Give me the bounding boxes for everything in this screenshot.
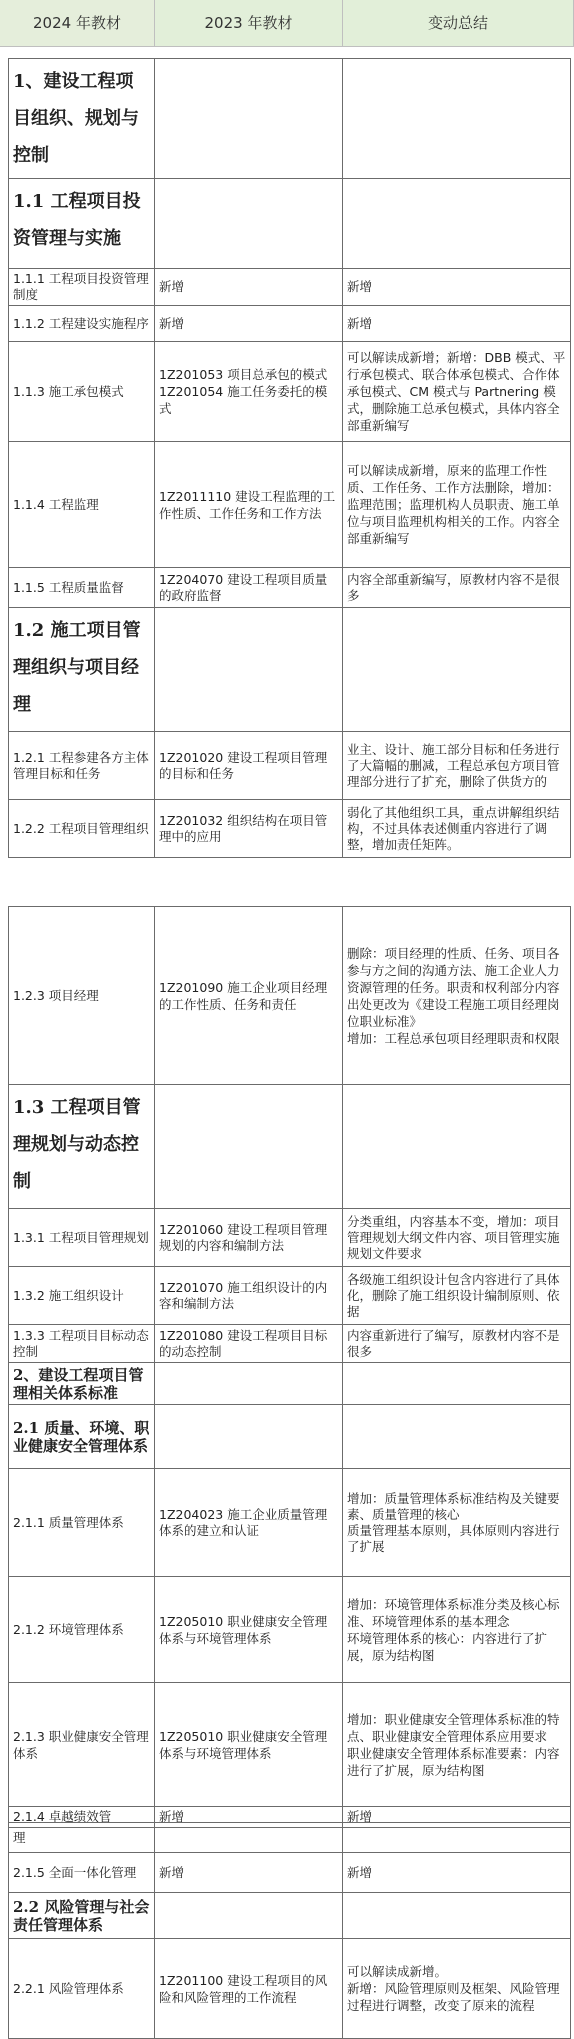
table-row xyxy=(9,1267,571,1325)
cell-summary xyxy=(343,59,571,179)
cell-summary: 分类重组，内容基本不变，增加：项目管理规划大纲文件内容、项目管理实施规划文件要求 xyxy=(343,1209,571,1267)
cell-2024: 2.1.2 环境管理体系 xyxy=(9,1577,155,1683)
cell-2023: 1Z201080 建设工程项目目标的动态控制 xyxy=(155,1325,343,1363)
header-col-2024: 2024 年教材 xyxy=(0,0,155,46)
cell-2024: 1.2.3 项目经理 xyxy=(9,907,155,1085)
cell-2024: 2.1.5 全面一体化管理 xyxy=(9,1853,155,1893)
cell-2023: 1Z201100 建设工程项目的风险和风险管理的工作流程 xyxy=(155,1939,343,2039)
cell-2024: 1.1.4 工程监理 xyxy=(9,442,155,568)
table-row xyxy=(9,1209,571,1267)
cell-summary: 增加：环境管理体系标准分类及核心标准、环境管理体系的基本理念 环境管理体系的核心：内容进行了扩展，原为结构图 xyxy=(343,1577,571,1683)
table-row xyxy=(9,1939,571,2039)
cell-2023 xyxy=(155,608,343,732)
cell-summary xyxy=(343,1823,571,1853)
cell-2023: 1Z205010 职业健康安全管理体系与环境管理体系 xyxy=(155,1683,343,1807)
table-row xyxy=(9,1405,571,1469)
cell-summary: 新增 xyxy=(343,269,571,306)
table-row xyxy=(9,1469,571,1577)
cell-2024: 2、建设工程项目管理相关体系标准 xyxy=(9,1363,155,1405)
cell-2024: 2.2 风险管理与社会责任管理体系 xyxy=(9,1893,155,1939)
table-row xyxy=(9,442,571,568)
cell-2024: 1.3.2 施工组织设计 xyxy=(9,1267,155,1325)
cell-2023 xyxy=(155,1363,343,1405)
cell-2024: 1.3.3 工程项目目标动态控制 xyxy=(9,1325,155,1363)
cell-2024: 1.1.2 工程建设实施程序 xyxy=(9,306,155,342)
cell-2024: 1.1.5 工程质量监督 xyxy=(9,568,155,608)
cell-summary xyxy=(343,1085,571,1209)
cell-summary: 各级施工组织设计包含内容进行了具体化，删除了施工组织设计编制原则、依据 xyxy=(343,1267,571,1325)
cell-2024: 1.3 工程项目管理规划与动态控制 xyxy=(9,1085,155,1209)
table-row xyxy=(9,342,571,442)
cell-2023 xyxy=(155,59,343,179)
cell-2023: 1Z201020 建设工程项目管理的目标和任务 xyxy=(155,732,343,800)
cell-2023: 1Z205010 职业健康安全管理体系与环境管理体系 xyxy=(155,1577,343,1683)
table-row xyxy=(9,1893,571,1939)
table-row xyxy=(9,1823,571,1853)
cell-2023: 1Z204023 施工企业质量管理体系的建立和认证 xyxy=(155,1469,343,1577)
table-header xyxy=(0,0,574,47)
cell-2024: 1.2.2 工程项目管理组织 xyxy=(9,800,155,858)
cell-2024: 1.2.1 工程参建各方主体管理目标和任务 xyxy=(9,732,155,800)
cell-2024: 2.1 质量、环境、职业健康安全管理体系 xyxy=(9,1405,155,1469)
cell-2023: 1Z201060 建设工程项目管理规划的内容和编制方法 xyxy=(155,1209,343,1267)
header-col-summary: 变动总结 xyxy=(343,0,574,46)
cell-2024: 2.1.4 卓越绩效管 xyxy=(9,1807,155,1828)
cell-summary: 可以解读成新增，原来的监理工作性质、工作任务、工作方法删除，增加：监理范围；监理机构人员职责、施工单位与项目监理机构相关的工作。内容全部重新编写 xyxy=(343,442,571,568)
cell-summary xyxy=(343,1363,571,1405)
cell-summary: 内容重新进行了编写，原教材内容不是很多 xyxy=(343,1325,571,1363)
cell-2023: 新增 xyxy=(155,269,343,306)
cell-2024: 1.2 施工项目管理组织与项目经理 xyxy=(9,608,155,732)
cell-2023 xyxy=(155,1823,343,1853)
cell-2024: 2.1.3 职业健康安全管理体系 xyxy=(9,1683,155,1807)
cell-summary: 弱化了其他组织工具，重点讲解组织结构，不过具体表述侧重内容进行了调整，增加责任矩阵。 xyxy=(343,800,571,858)
cell-2023: 1Z201090 施工企业项目经理的工作性质、任务和责任 xyxy=(155,907,343,1085)
cell-2024: 理 xyxy=(9,1823,155,1853)
table-row xyxy=(9,1577,571,1683)
cell-2024: 1.3.1 工程项目管理规划 xyxy=(9,1209,155,1267)
cell-2024: 1.1.3 施工承包模式 xyxy=(9,342,155,442)
table-row xyxy=(9,907,571,1085)
cell-summary: 内容全部重新编写，原教材内容不是很多 xyxy=(343,568,571,608)
table-section-1 xyxy=(8,58,570,858)
table-row xyxy=(9,800,571,858)
cell-summary: 新增 xyxy=(343,1853,571,1893)
table-row xyxy=(9,1363,571,1405)
cell-2024: 2.1.1 质量管理体系 xyxy=(9,1469,155,1577)
cell-2024: 1.1.1 工程项目投资管理制度 xyxy=(9,269,155,306)
table-section-2 xyxy=(8,906,570,1828)
cell-2024: 2.2.1 风险管理体系 xyxy=(9,1939,155,2039)
cell-summary xyxy=(343,608,571,732)
cell-summary xyxy=(343,1405,571,1469)
cell-2023: 1Z201053 项目总承包的模式 1Z201054 施工任务委托的模式 xyxy=(155,342,343,442)
table-row xyxy=(9,1325,571,1363)
cell-2023 xyxy=(155,179,343,269)
table-row xyxy=(9,1683,571,1807)
cell-2023 xyxy=(155,1893,343,1939)
cell-2024: 1、建设工程项目组织、规划与控制 xyxy=(9,59,155,179)
cell-summary: 增加：职业健康安全管理体系标准的特点、职业健康安全管理体系应用要求 职业健康安全管理体系标准要素：内容进行了扩展，原为结构图 xyxy=(343,1683,571,1807)
cell-2023: 1Z201070 施工组织设计的内容和编制方法 xyxy=(155,1267,343,1325)
cell-2023: 1Z201032 组织结构在项目管理中的应用 xyxy=(155,800,343,858)
cell-2023: 1Z204070 建设工程项目质量的政府监督 xyxy=(155,568,343,608)
table-row xyxy=(9,59,571,179)
table-row xyxy=(9,732,571,800)
cell-2024: 1.1 工程项目投资管理与实施 xyxy=(9,179,155,269)
cell-2023: 新增 xyxy=(155,306,343,342)
cell-2023: 1Z2011110 建设工程监理的工作性质、工作任务和工作方法 xyxy=(155,442,343,568)
cell-summary: 新增 xyxy=(343,1807,571,1828)
table-row xyxy=(9,306,571,342)
table-row xyxy=(9,1853,571,1893)
cell-summary: 可以解读成新增。 新增：风险管理原则及框架、风险管理过程进行调整，改变了原来的流程 xyxy=(343,1939,571,2039)
table-row xyxy=(9,1085,571,1209)
header-col-2023: 2023 年教材 xyxy=(155,0,343,46)
cell-summary: 业主、设计、施工部分目标和任务进行了大篇幅的删减，工程总承包方项目管理部分进行了扩充，删除了供货方的 xyxy=(343,732,571,800)
table-section-3 xyxy=(8,1822,570,2039)
cell-summary: 增加：质量管理体系标准结构及关键要素、质量管理的核心 质量管理基本原则，具体原则内容进行了扩展 xyxy=(343,1469,571,1577)
cell-summary: 新增 xyxy=(343,306,571,342)
cell-summary xyxy=(343,1893,571,1939)
cell-summary: 可以解读成新增；新增：DBB 模式、平行承包模式、联合体承包模式、合作体承包模式、CM 模式与 Partnering 模式，删除施工总承包模式，具体内容全部重新编写 xyxy=(343,342,571,442)
cell-summary: 删除：项目经理的性质、任务、项目各参与方之间的沟通方法、施工企业人力资源管理的任务。职责和权利部分内容出处更改为《建设工程施工项目经理岗位职业标准》 增加：工程总承包项目经理职责和权限 xyxy=(343,907,571,1085)
cell-2023: 新增 xyxy=(155,1807,343,1828)
cell-2023 xyxy=(155,1405,343,1469)
table-row xyxy=(9,269,571,306)
cell-2023: 新增 xyxy=(155,1853,343,1893)
table-row xyxy=(9,568,571,608)
cell-2023 xyxy=(155,1085,343,1209)
cell-summary xyxy=(343,179,571,269)
table-row xyxy=(9,179,571,269)
table-row xyxy=(9,608,571,732)
